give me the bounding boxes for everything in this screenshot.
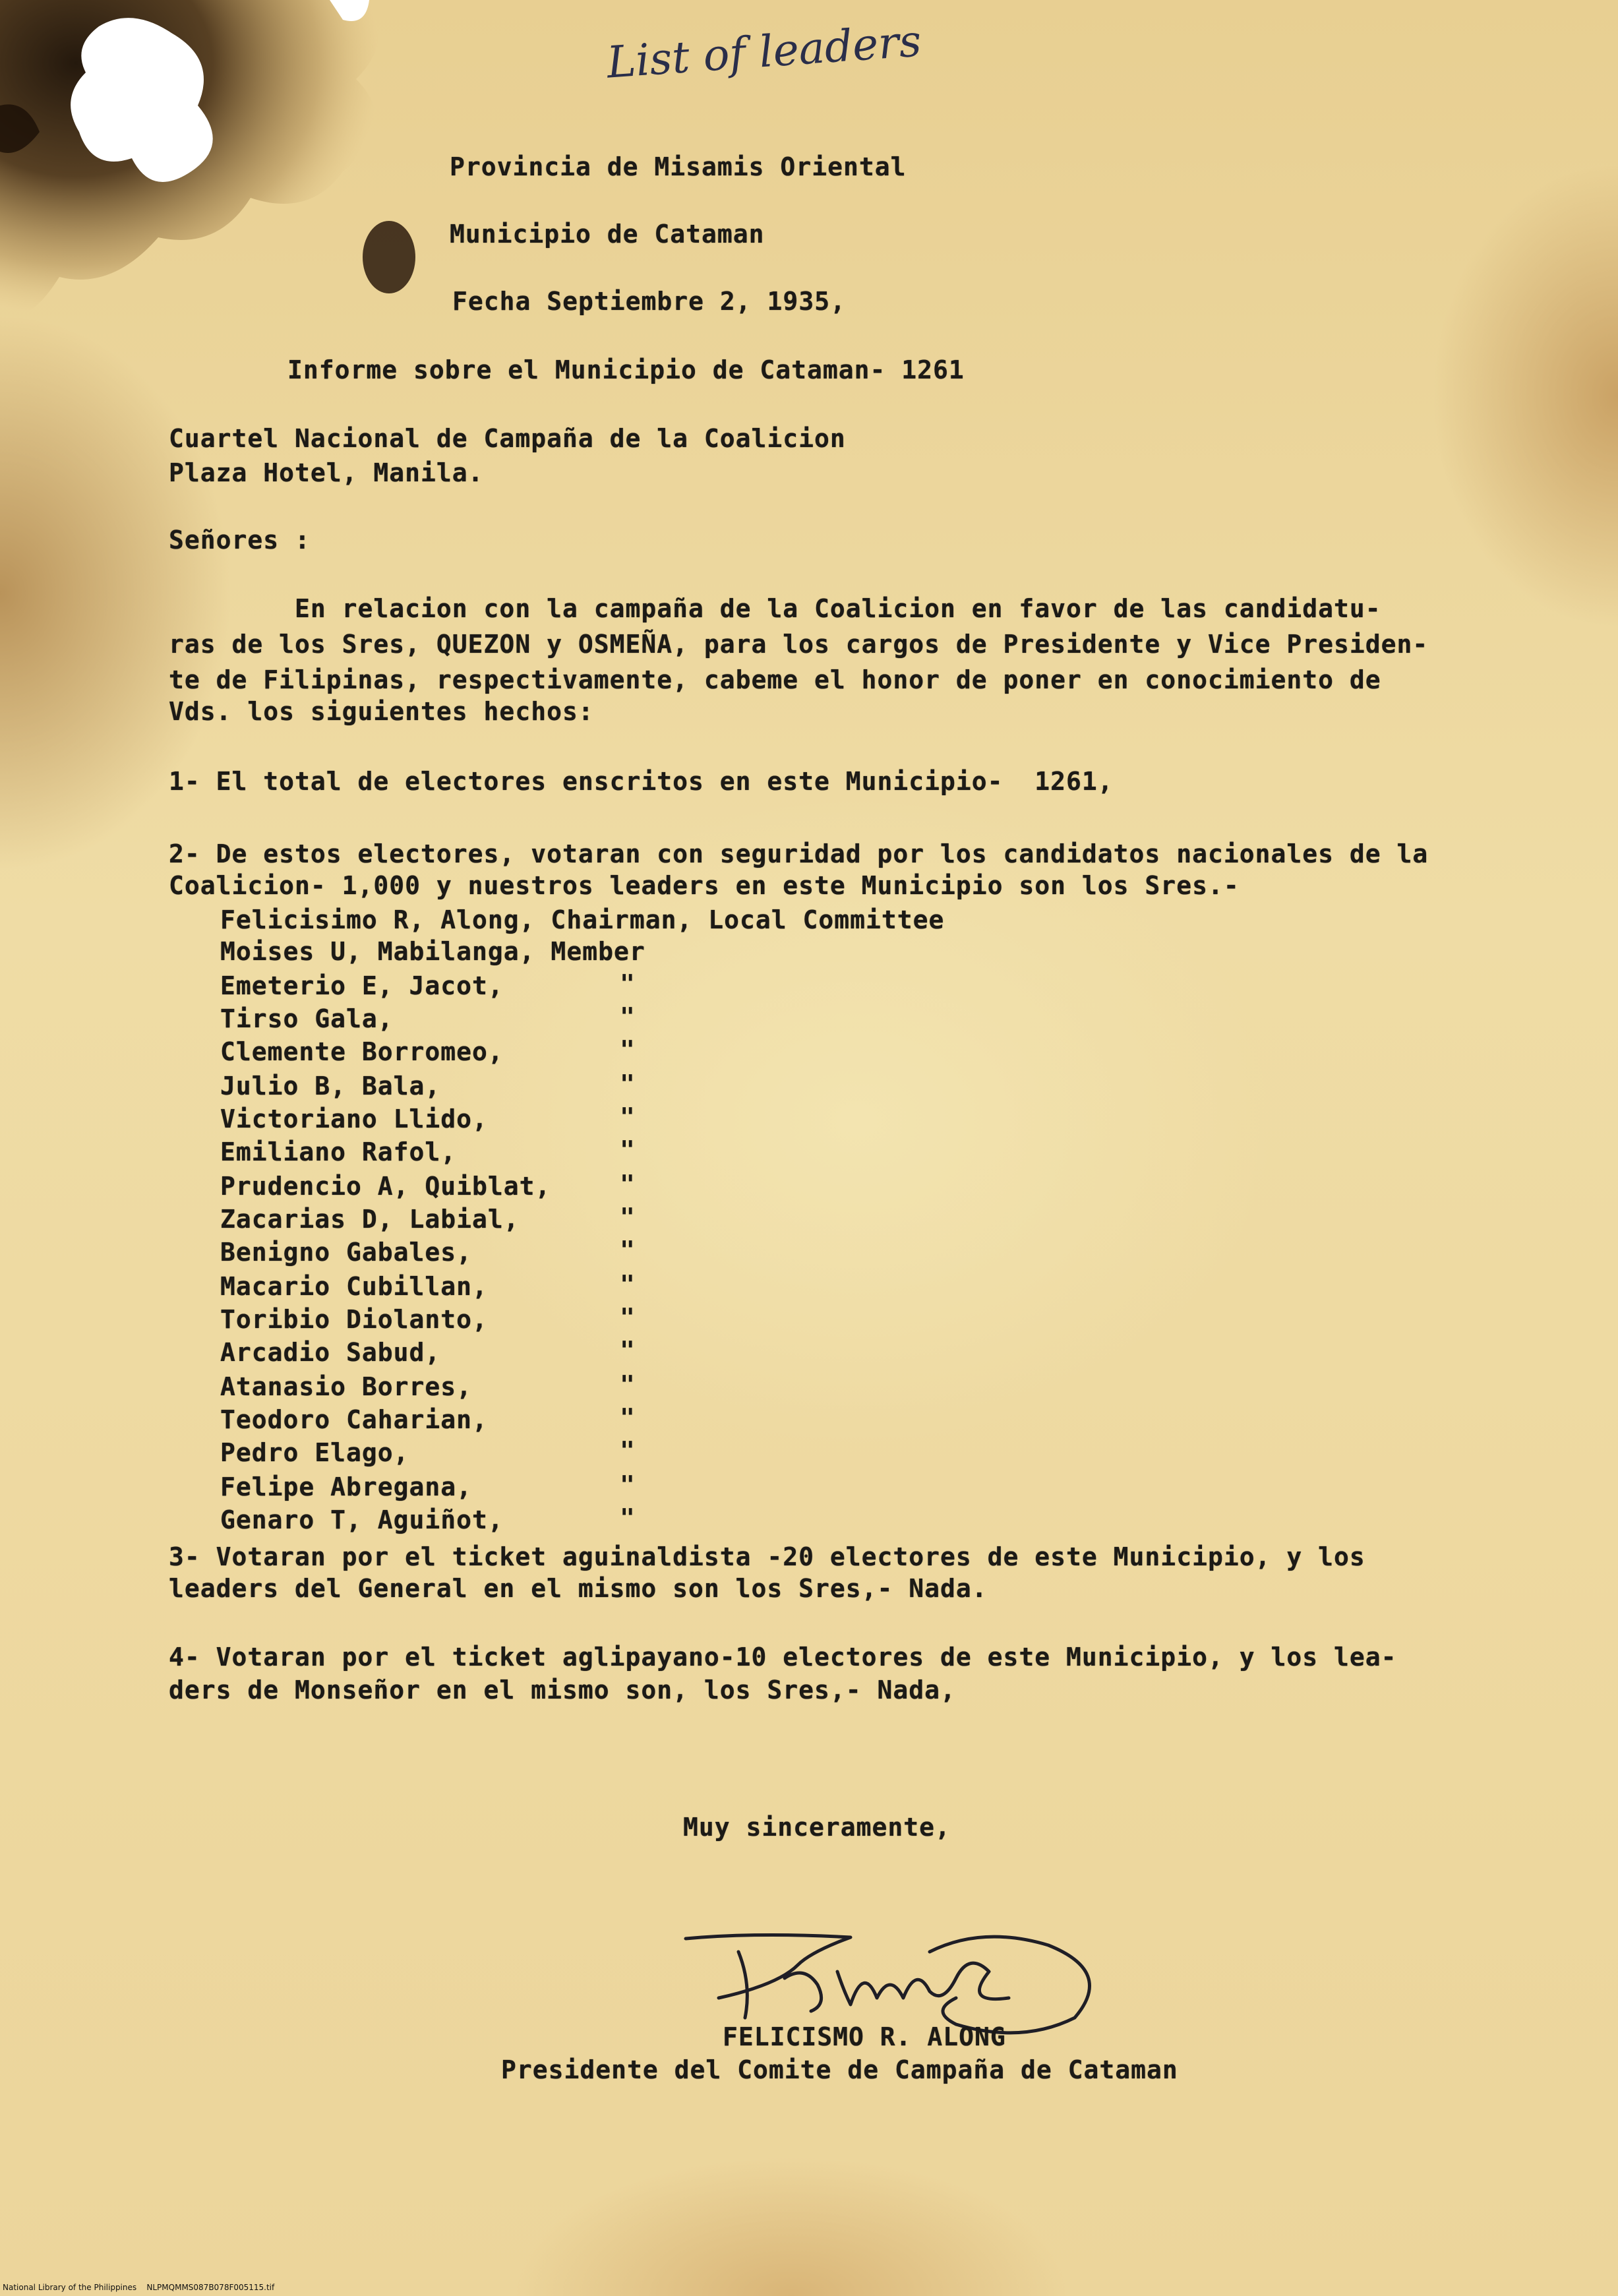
ditto-mark: " [620,1002,635,1031]
ditto-mark: " [620,1336,635,1365]
intro-line-1: En relacion con la campaña de la Coalicion en favor de las candidatu- [169,594,1381,623]
ditto-mark: " [620,1503,635,1532]
intro-line-2: ras de los Sres, QUEZON y OSMEÑA, para los cargos de Presidente y Vice Presiden- [169,630,1429,659]
list-item: Clemente Borromeo, [220,1037,504,1066]
list-item: Toribio Diolanto, [220,1305,488,1334]
signer-name: FELICISMO R. ALONG [723,2022,1006,2051]
ditto-mark: " [620,1203,635,1232]
ditto-mark: " [620,1403,635,1432]
ditto-mark: " [620,1103,635,1132]
list-item: Macario Cubillan, [220,1272,488,1301]
ditto-mark: " [620,1470,635,1499]
list-item: Prudencio A, Quiblat, [220,1172,551,1201]
list-item: Moises U, Mabilanga, Member [220,937,645,966]
list-item: Julio B, Bala, [220,1072,441,1101]
salutation: Señores : [169,526,311,555]
list-item: Felipe Abregana, [220,1472,473,1501]
item-4-line-2: ders de Monseñor en el mismo son, los Sres,- Nada, [169,1676,956,1705]
municipality-header: Municipio de Cataman [450,220,765,249]
item-3-line-1: 3- Votaran por el ticket aguinaldista -20 electores de este Municipio, y los [169,1542,1365,1571]
address-line-2: Plaza Hotel, Manila. [169,458,484,487]
ditto-mark: " [620,1436,635,1465]
archive-footer: National Library of the Philippines NLPMQMMS087B078F005115.tif [3,2283,275,2292]
intro-line-4: Vds. los siguientes hechos: [169,697,594,726]
closing: Muy sinceramente, [683,1813,951,1842]
ditto-mark: " [620,1270,635,1299]
list-item: Pedro Elago, [220,1438,409,1467]
item-1: 1- El total de electores enscritos en este Municipio- 1261, [169,767,1114,796]
ditto-mark: " [620,1236,635,1265]
list-item: Genaro T, Aguiñot, [220,1505,504,1534]
ditto-mark: " [620,1035,635,1064]
list-item: Felicisimo R, Along, Chairman, Local Committee [220,905,945,934]
list-item: Benigno Gabales, [220,1238,473,1267]
ditto-mark: " [620,1070,635,1099]
list-item: Teodoro Caharian, [220,1405,488,1434]
handwritten-note: List of leaders [605,15,923,88]
ditto-mark: " [620,1303,635,1332]
date-header: Fecha Septiembre 2, 1935, [452,287,846,316]
province-header: Provincia de Misamis Oriental [450,152,907,181]
list-item: Emiliano Rafol, [220,1137,457,1166]
list-item: Tirso Gala, [220,1004,394,1033]
list-item: Atanasio Borres, [220,1372,473,1401]
ditto-mark: " [620,1370,635,1399]
list-item: Arcadio Sabud, [220,1338,441,1367]
ditto-mark: " [620,1170,635,1199]
address-line-1: Cuartel Nacional de Campaña de la Coalicion [169,424,846,453]
item-2-line-2: Coalicion- 1,000 y nuestros leaders en este Municipio son los Sres.- [169,871,1240,900]
list-item: Zacarias D, Labial, [220,1205,520,1234]
ditto-mark: " [620,969,635,998]
list-item: Emeterio E, Jacot, [220,971,504,1000]
ditto-mark: " [620,1135,635,1164]
list-item: Victoriano Llido, [220,1104,488,1133]
intro-line-3: te de Filipinas, respectivamente, cabeme el honor de poner en conocimiento de [169,665,1381,694]
item-3-line-2: leaders del General en el mismo son los Sres,- Nada. [169,1574,988,1603]
signer-title: Presidente del Comite de Campaña de Cataman [501,2055,1178,2084]
item-4-line-1: 4- Votaran por el ticket aglipayano-10 electores de este Municipio, y los lea- [169,1643,1397,1672]
item-2-line-1: 2- De estos electores, votaran con seguridad por los candidatos nacionales de la [169,839,1429,868]
report-title: Informe sobre el Municipio de Cataman- 1261 [287,355,965,384]
